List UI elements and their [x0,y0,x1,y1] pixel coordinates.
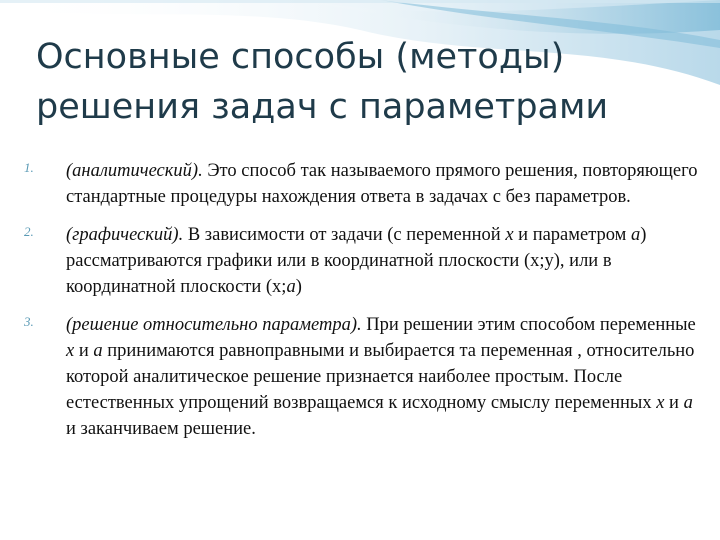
method-name: (аналитический). [66,161,203,181]
list-item [24,222,704,300]
item-number: 2. [24,224,34,239]
item-text: (решение относительно параметра). При решении этим способом переменные x и a принимаются равноправными и выбирается та переменная , относительно которой аналитическое решение признается наиболее простым. После естественных упрощений возвращаемся к исходному смыслу переменных x и a и заканчиваем решение. [66,315,696,439]
list-item [24,158,704,210]
slide-title [36,32,696,132]
list-item [24,312,704,442]
methods-list [24,158,704,454]
method-name: (графический). [66,225,184,245]
item-text: (графический). В зависимости от задачи (с переменной x и параметром a) рассматриваются графики или в координатной плоскости (x;y), или в координатной плоскости (x;a) [66,225,647,297]
item-number: 3. [24,314,34,329]
item-number: 1. [24,160,34,175]
title-line-1: Основные способы (методы) [36,37,565,77]
item-text: (аналитический). Это способ так называемого прямого решения, повторяющего стандартные процедуры нахождения ответа в задачах с без параметров. [66,161,698,207]
method-name: (решение относительно параметра). [66,315,362,335]
title-line-2: решения задач с параметрами [36,87,609,127]
